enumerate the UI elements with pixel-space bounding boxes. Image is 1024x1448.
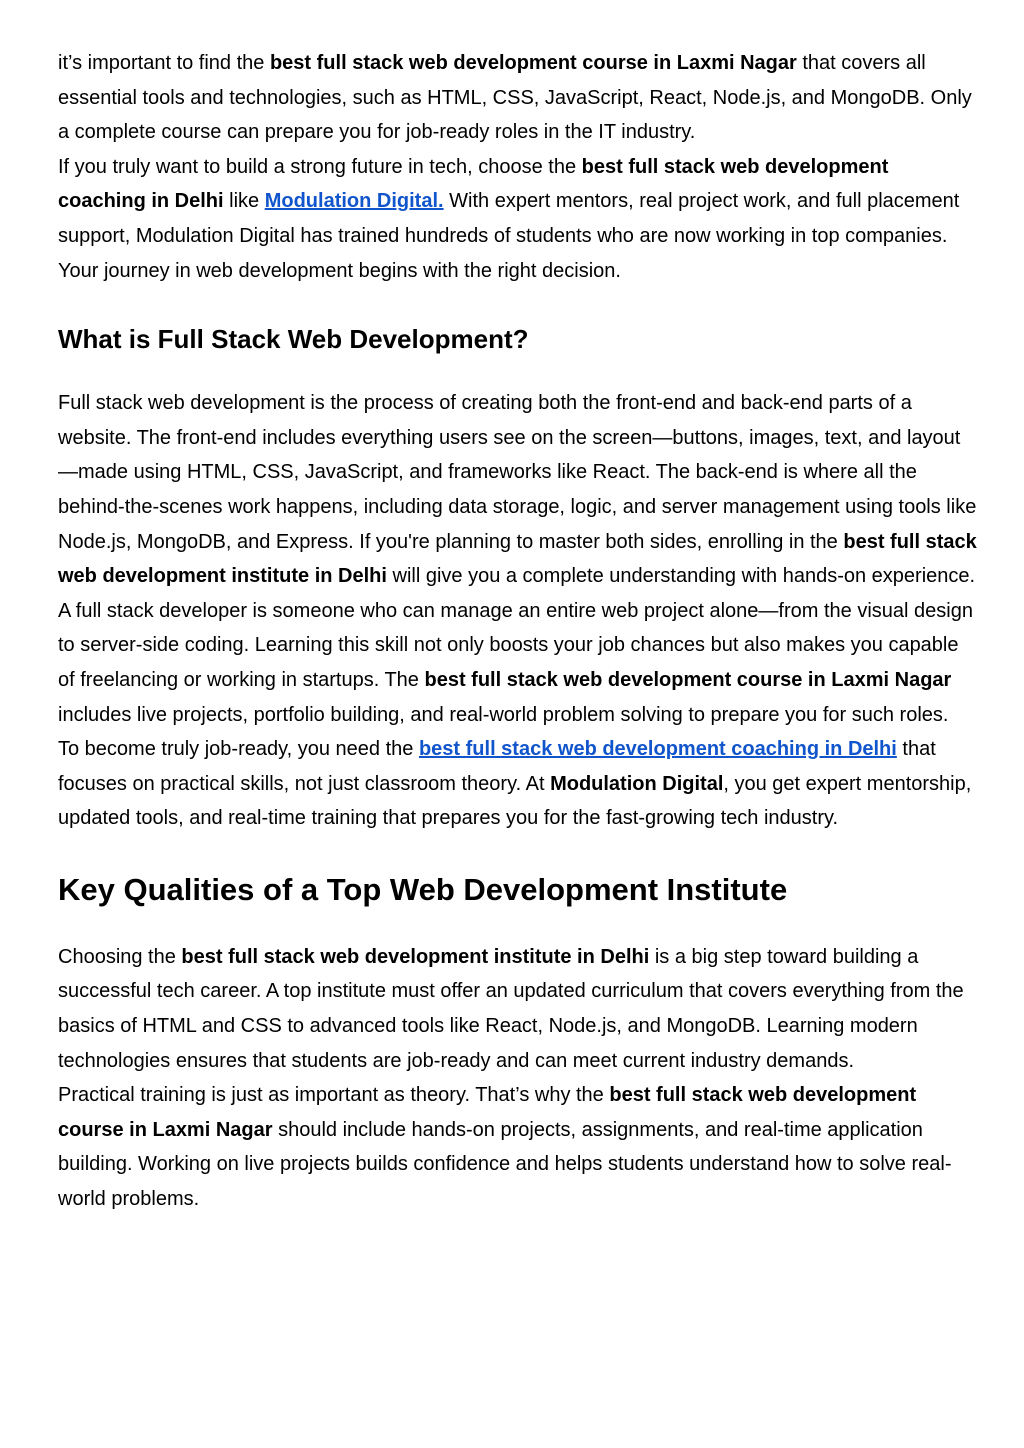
document-page (58, 46, 978, 1217)
section1-paragraph-2 (58, 594, 978, 732)
bold-keyword: best full stack web development coaching in Delhi (58, 155, 889, 213)
section-heading-full-stack: What is Full Stack Web Development? (58, 324, 529, 355)
bold-keyword: best full stack web development institute in Delhi (58, 530, 977, 588)
section1-paragraph-1 (58, 386, 978, 594)
text-run: If you truly want to build a strong future in tech, choose the (58, 155, 582, 178)
text-run: A full stack developer is someone who can manage an entire web project alone—from the visual design to server-side coding. Learning this skill not only boosts your job chances but also makes you capable of freelancing or working in startups. The (58, 599, 973, 691)
modulation-digital-link[interactable]: Modulation Digital. (264, 190, 444, 213)
text-run: should include hands-on projects, assignments, and real-time application building. Working on live projects builds confidence and helps students understand how to solve real-world problems. (58, 1118, 952, 1211)
text-run: includes live projects, portfolio building, and real-world problem solving to prepare you for such roles. (58, 703, 949, 726)
text-run: it’s important to find the (58, 52, 270, 74)
text-run: To become truly job-ready, you need the (58, 738, 419, 761)
text-run: that covers all essential tools and technologies, such as HTML, CSS, JavaScript, React, Node.js, and MongoDB. Only a complete course can prepare you for job-ready roles in the IT industry. (58, 52, 972, 144)
section2-paragraph-2 (58, 1078, 978, 1216)
intro-paragraph-1 (58, 46, 978, 150)
section2-paragraph-1 (58, 940, 978, 1078)
bold-keyword: best full stack web development course in Laxmi Nagar (269, 52, 797, 74)
text-run: like (223, 190, 265, 213)
text-run: that focuses on practical skills, not just classroom theory. At (58, 738, 936, 795)
bold-keyword: best full stack web development course in Laxmi Nagar (58, 1084, 917, 1141)
text-run: , you get expert mentorship, updated tools, and real-time training that prepares you for the fast-growing tech industry. (58, 772, 972, 830)
bold-keyword: best full stack web development institute in Delhi (181, 945, 650, 968)
bold-keyword: Modulation Digital (550, 772, 724, 795)
text-run: Practical training is just as important as theory. That’s why the (58, 1084, 610, 1107)
text-run: With expert mentors, real project work, and full placement support, Modulation Digital has trained hundreds of students who are now working in top companies. Your journey in web development begins with the right decision. (58, 190, 960, 282)
intro-paragraph-2 (58, 150, 978, 288)
section-heading-key-qualities: Key Qualities of a Top Web Development Institute (58, 871, 788, 907)
text-run: will give you a complete understanding with hands-on experience. (386, 565, 976, 588)
text-run: is a big step toward building a successful tech career. A top institute must offer an updated curriculum that covers everything from the basics of HTML and CSS to advanced tools like React, Node.js, and MongoDB. Learning modern technologies ensures that students are job-ready and can meet current industry demands. (58, 945, 964, 1072)
coaching-in-delhi-link[interactable]: best full stack web development coaching in Delhi (418, 738, 897, 761)
text-run: Choosing the (58, 945, 182, 968)
bold-keyword: best full stack web development course in Laxmi Nagar (424, 668, 952, 691)
text-run: Full stack web development is the process of creating both the front-end and back-end parts of a website. The front-end includes everything users see on the screen—buttons, images, text, and layout—made using HTML, CSS, JavaScript, and frameworks like React. The back-end is where all the behind-the-scenes work happens, including data storage, logic, and server management using tools like Node.js, MongoDB, and Express. If you're planning to master both sides, enrolling in the (58, 392, 977, 553)
section1-paragraph-3 (58, 732, 978, 836)
